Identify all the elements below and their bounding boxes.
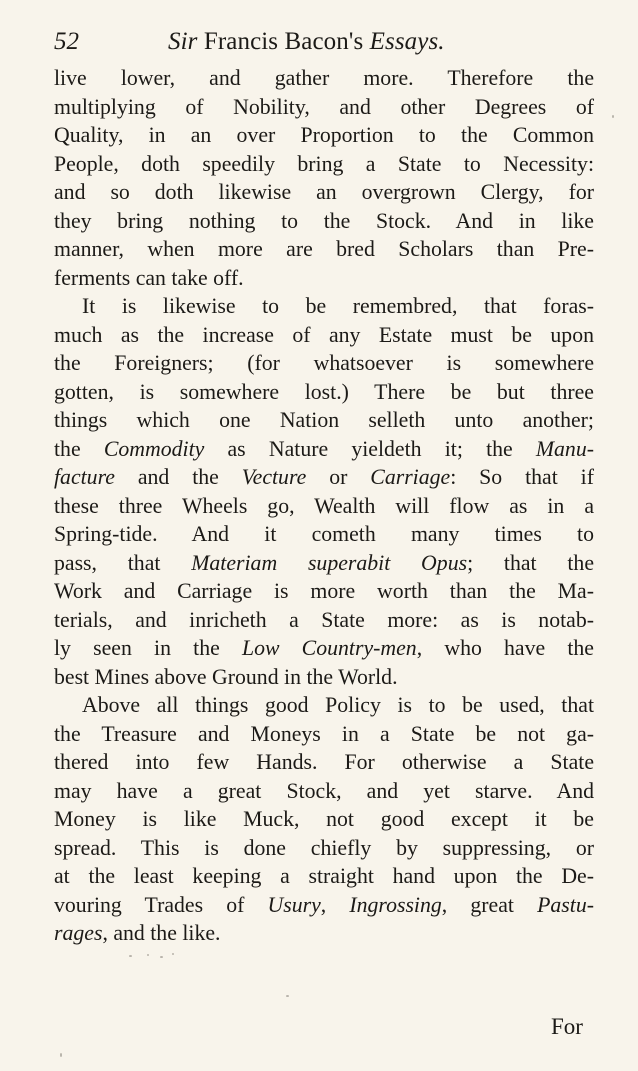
- italic-segment: Manu-: [535, 436, 594, 461]
- text-segment: vouring Trades of: [54, 892, 268, 917]
- running-head-suffix: Essays.: [369, 28, 445, 55]
- text-line: [54, 634, 594, 663]
- catchword: For: [551, 1014, 583, 1039]
- text-line: [54, 463, 594, 492]
- text-segment: ly seen in the: [54, 636, 242, 660]
- text-line: gotten, is somewhere lost.) There be but three: [54, 379, 594, 404]
- text-segment: as Nature yieldeth it; the: [204, 436, 536, 461]
- text-segment: the: [54, 436, 104, 461]
- italic-segment: Vecture: [241, 465, 307, 489]
- text-line: much as the increase of any Estate must be upon: [54, 322, 594, 347]
- text-line: at the least keeping a straight hand upon the De-: [54, 864, 594, 888]
- page-header: [54, 20, 614, 64]
- text-line: thered into few Hands. For otherwise a State: [54, 750, 594, 774]
- text-line: [54, 919, 594, 948]
- text-line: manner, when more are bred Scholars than Pre-: [54, 237, 594, 261]
- text-line: they bring nothing to the Stock. And in like: [54, 208, 594, 233]
- text-line: Spring-tide. And it cometh many times to: [54, 522, 594, 546]
- text-line: Work and Carriage is more worth than the Ma-: [54, 579, 594, 603]
- italic-segment: rages: [54, 921, 103, 945]
- text-segment: pass, that: [54, 550, 192, 575]
- text-segment: : So that if: [450, 465, 594, 489]
- italic-segment: facture: [54, 465, 115, 489]
- text-line: Above all things good Policy is to be used, that: [82, 693, 594, 717]
- page-number: 52: [54, 28, 79, 55]
- text-line: It is likewise to be remembred, that foras-: [82, 294, 594, 318]
- text-line: [54, 891, 594, 920]
- text-line: may have a great Stock, and yet starve. And: [54, 778, 594, 803]
- italic-segment: Usury: [267, 892, 321, 917]
- text-line: and so doth likewise an overgrown Clergy, for: [54, 180, 594, 204]
- text-segment: ,: [320, 892, 350, 917]
- paragraph: [54, 691, 594, 948]
- text-line: People, doth speedily bring a State to Necessity:: [54, 151, 594, 176]
- running-head: [168, 20, 445, 64]
- text-line: terials, and inricheth a State more: as is notab-: [54, 607, 594, 632]
- text-line: [54, 549, 594, 578]
- text-segment: , and the like.: [102, 921, 221, 945]
- text-segment: or: [306, 465, 371, 489]
- text-segment: ; that the: [467, 550, 594, 575]
- text-line: the Treasure and Moneys in a State be not ga-: [54, 721, 594, 746]
- paragraph: [54, 64, 594, 292]
- running-head-prefix: Sir: [168, 28, 198, 55]
- text-line: these three Wheels go, Wealth will flow as in a: [54, 493, 594, 518]
- italic-segment: Carriage: [370, 465, 451, 489]
- essay-body-text: [54, 64, 594, 948]
- paragraph: [54, 292, 594, 691]
- text-line: ferments can take off.: [54, 265, 244, 290]
- text-line: live lower, and gather more. Therefore the: [54, 66, 594, 90]
- italic-segment: Materiam superabit Opus: [191, 550, 468, 575]
- running-head-main: Francis Bacon's: [203, 28, 364, 55]
- italic-segment: Pastu-: [537, 892, 594, 917]
- text-line: [54, 435, 594, 464]
- italic-segment: Low Country-men: [241, 636, 417, 660]
- italic-segment: Commodity: [103, 436, 205, 461]
- text-line: the Foreigners; (for whatsoever is somewhere: [54, 351, 594, 375]
- italic-segment: Ingrossing: [349, 892, 442, 917]
- text-line: multiplying of Nobility, and other Degrees of: [54, 94, 594, 119]
- text-segment: and the: [114, 465, 242, 489]
- text-line: spread. This is done chiefly by suppressing, or: [54, 835, 594, 860]
- text-line: best Mines above Ground in the World.: [54, 664, 398, 689]
- text-line: Quality, in an over Proportion to the Common: [54, 123, 594, 147]
- text-segment: , who have the: [416, 636, 594, 660]
- text-line: Money is like Muck, not good except it be: [54, 807, 594, 831]
- text-segment: , great: [441, 892, 538, 917]
- text-line: things which one Nation selleth unto another;: [54, 408, 594, 432]
